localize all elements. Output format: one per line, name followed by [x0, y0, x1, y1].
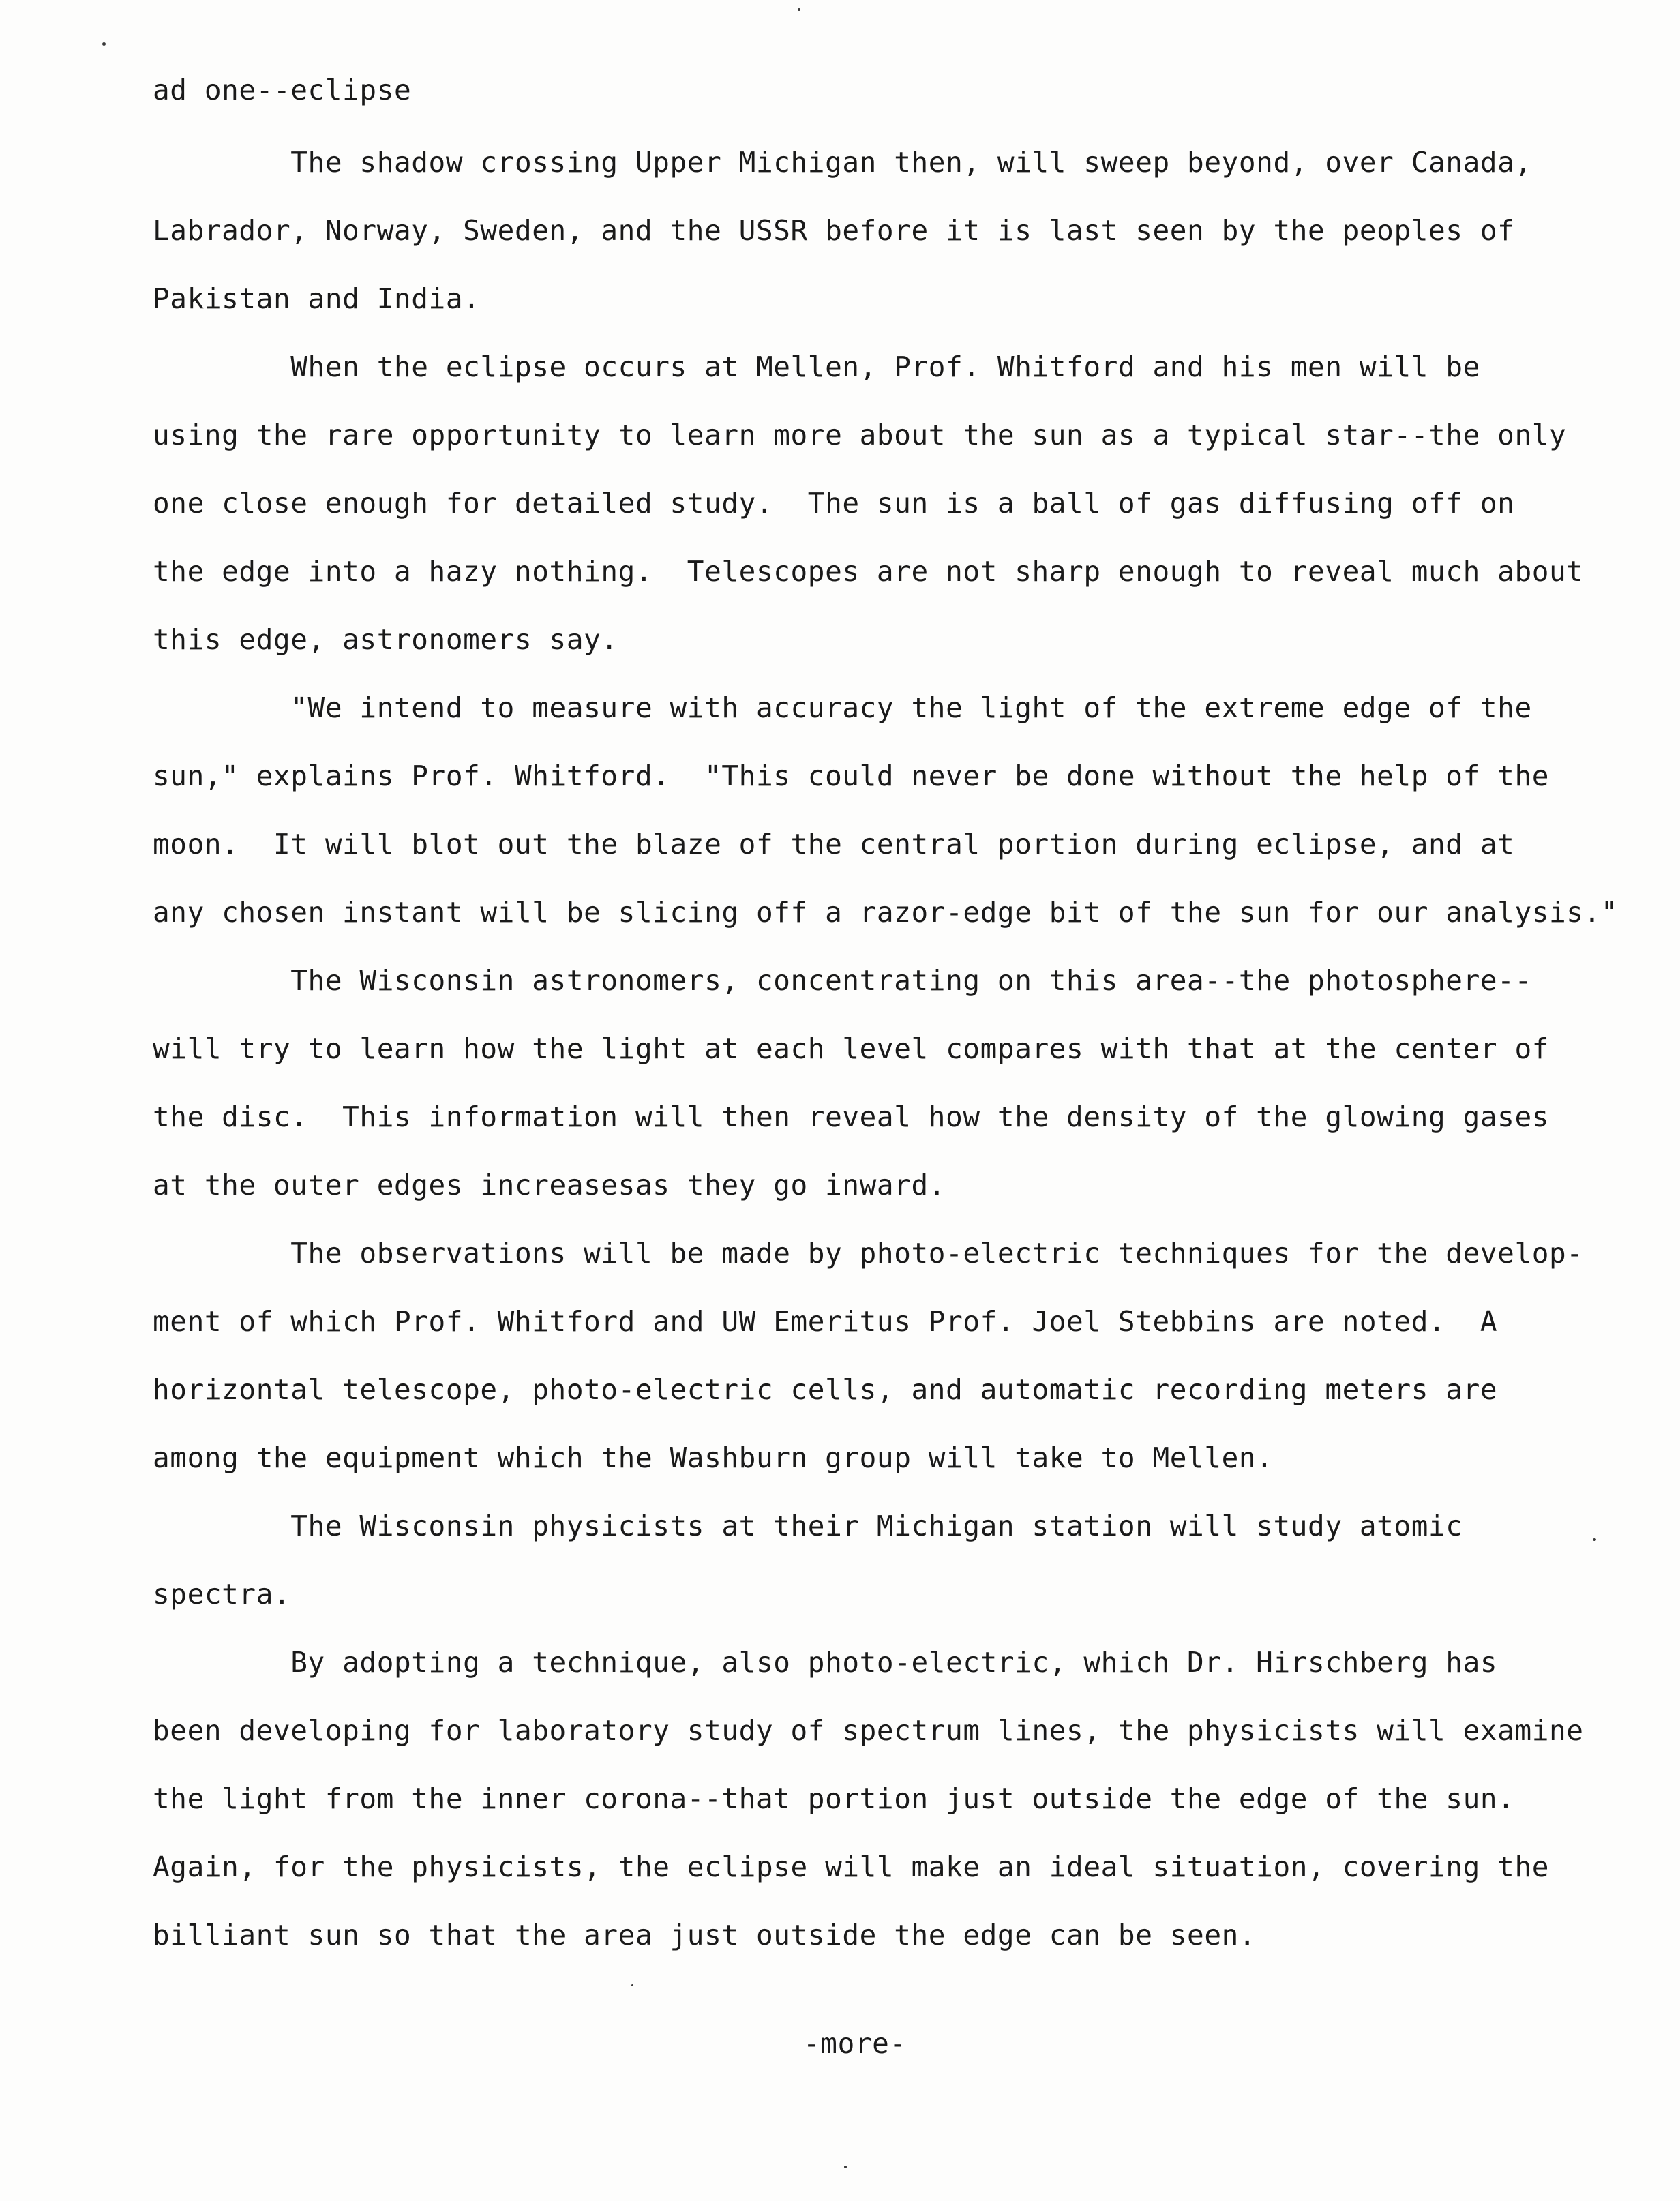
paper-speck [102, 42, 106, 46]
body-line: among the equipment which the Washburn group will take to Mellen. [153, 1441, 1274, 1474]
body-line: ment of which Prof. Whitford and UW Emeritus Prof. Joel Stebbins are noted. A [153, 1305, 1498, 1338]
body-line: "We intend to measure with accuracy the light of the extreme edge of the [153, 691, 1532, 724]
body-line: Again, for the physicists, the eclipse will make an ideal situation, covering the [153, 1851, 1550, 1883]
body-line: the edge into a hazy nothing. Telescopes are not sharp enough to reveal much about [153, 555, 1584, 588]
body-line: using the rare opportunity to learn more about the sun as a typical star--the only [153, 419, 1567, 451]
continuation-marker: -more- [803, 2027, 907, 2060]
body-line: spectra. [153, 1578, 291, 1611]
body-line: this edge, astronomers say. [153, 623, 618, 656]
body-line: moon. It will blot out the blaze of the central portion during eclipse, and at [153, 828, 1515, 860]
body-line: will try to learn how the light at each level compares with that at the center of [153, 1032, 1550, 1065]
body-line: When the eclipse occurs at Mellen, Prof. Whitford and his men will be [153, 350, 1480, 383]
paper-speck [1593, 1538, 1596, 1541]
running-head: ad one--eclipse [153, 74, 412, 106]
body-line: one close enough for detailed study. The sun is a ball of gas diffusing off on [153, 487, 1515, 520]
body-line: By adopting a technique, also photo-electric, which Dr. Hirschberg has [153, 1646, 1498, 1679]
body-line: at the outer edges increasesas they go inward. [153, 1169, 946, 1201]
body-line: The Wisconsin physicists at their Michigan station will study atomic [153, 1510, 1463, 1542]
body-line: the light from the inner corona--that portion just outside the edge of the sun. [153, 1782, 1515, 1815]
body-line: any chosen instant will be slicing off a razor-edge bit of the sun for our analysis." [153, 896, 1619, 929]
body-line: sun," explains Prof. Whitford. "This could never be done without the help of the [153, 760, 1550, 792]
body-line: The Wisconsin astronomers, concentrating on this area--the photosphere-- [153, 964, 1532, 997]
paper-speck [631, 1984, 633, 1986]
body-line: The observations will be made by photo-electric techniques for the develop- [153, 1237, 1584, 1270]
body-line: The shadow crossing Upper Michigan then, will sweep beyond, over Canada, [153, 146, 1532, 179]
body-line: horizontal telescope, photo-electric cells, and automatic recording meters are [153, 1373, 1498, 1406]
body-line: Labrador, Norway, Sweden, and the USSR before it is last seen by the peoples of [153, 214, 1515, 247]
paper-speck [844, 2166, 847, 2168]
paper-speck [798, 8, 800, 11]
body-line: been developing for laboratory study of spectrum lines, the physicists will examine [153, 1714, 1584, 1747]
body-line: the disc. This information will then reveal how the density of the glowing gases [153, 1100, 1550, 1133]
body-line: Pakistan and India. [153, 282, 481, 315]
body-line: billiant sun so that the area just outside the edge can be seen. [153, 1919, 1257, 1951]
